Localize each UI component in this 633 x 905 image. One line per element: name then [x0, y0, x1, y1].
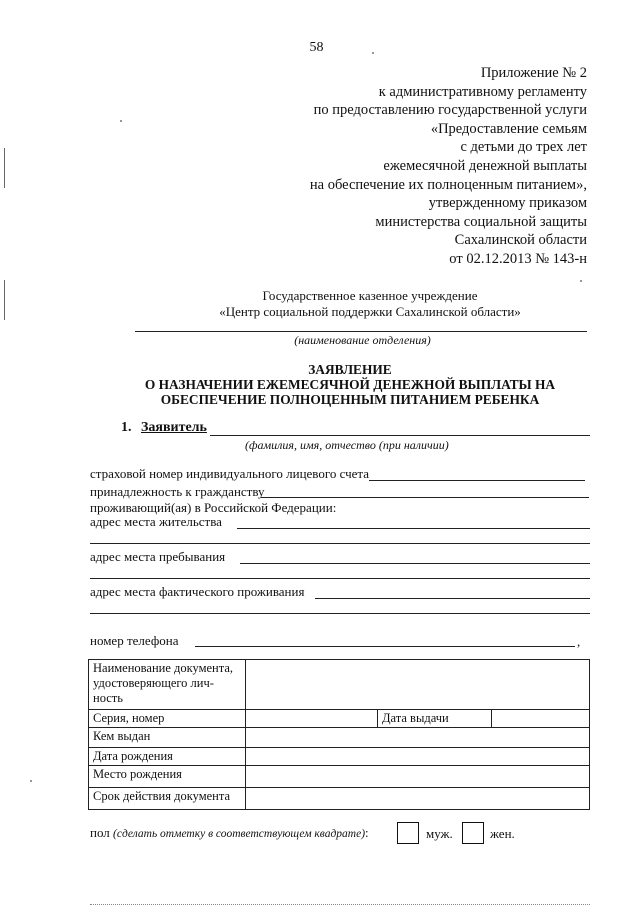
- appendix-line: министерства социальной защиты: [375, 213, 587, 230]
- birth-date-cell[interactable]: [246, 748, 590, 766]
- female-checkbox[interactable]: [462, 822, 484, 844]
- section-number: 1.: [121, 420, 132, 435]
- page-number: 58: [309, 40, 324, 55]
- citizenship-label: принадлежность к гражданству: [90, 484, 265, 499]
- institution-block: [120, 288, 620, 320]
- identity-document-table: [88, 659, 590, 810]
- appendix-line: от 02.12.2013 № 143-н: [449, 250, 587, 267]
- applicant-name-hint: (фамилия, имя, отчество (при наличии): [245, 438, 449, 452]
- table-row: [89, 788, 590, 810]
- residence-address-label: адрес места жительства: [90, 514, 222, 529]
- department-hint: (наименование отделения): [294, 333, 431, 347]
- title-line2: О НАЗНАЧЕНИИ ЕЖЕМЕСЯЧНОЙ ДЕНЕЖНОЙ ВЫПЛАТЫ НА: [144, 377, 556, 392]
- form-title: [100, 362, 600, 407]
- snils-label: страховой номер индивидуального лицевого счета: [90, 466, 370, 481]
- appendix-line: по предоставлению государственной услуги: [313, 102, 587, 119]
- title-line3: ОБЕСПЕЧЕНИЕ ПОЛНОЦЕННЫМ ПИТАНИЕМ РЕБЕНКА: [160, 392, 540, 407]
- table-row: [89, 728, 590, 748]
- stay-address-line[interactable]: [240, 563, 590, 564]
- snils-input-line[interactable]: [369, 480, 585, 481]
- table-row: [89, 748, 590, 766]
- gender-colon: :: [365, 825, 369, 840]
- scan-speck: [30, 780, 32, 782]
- doc-name-label: Наименование документа, удостоверяющего лич-ность: [89, 660, 246, 710]
- male-label: муж.: [426, 826, 453, 841]
- table-row: [89, 660, 590, 710]
- gender-label: пол: [90, 825, 110, 840]
- appendix-line: с детьми до трех лет: [460, 139, 587, 156]
- phone-label: номер телефона: [90, 633, 179, 648]
- issue-date-cell[interactable]: [492, 710, 590, 728]
- issued-by-cell[interactable]: [246, 728, 590, 748]
- appendix-header: [310, 64, 587, 269]
- applicant-name-line[interactable]: [210, 435, 590, 436]
- department-line[interactable]: [135, 331, 587, 332]
- gender-row: [90, 825, 369, 841]
- female-label: жен.: [490, 826, 515, 841]
- series-number-label: Серия, номер: [89, 710, 246, 728]
- validity-label: Срок действия документа: [89, 788, 246, 810]
- scan-speck: [372, 52, 374, 54]
- phone-line-end: ,: [577, 634, 581, 649]
- gender-hint: (сделать отметку в соответствующем квадрате): [113, 828, 366, 840]
- issue-date-label: Дата выдачи: [378, 710, 492, 728]
- issued-by-label: Кем выдан: [89, 728, 246, 748]
- appendix-line: Сахалинской области: [454, 232, 587, 249]
- series-number-cell[interactable]: [246, 710, 378, 728]
- title-line1: ЗАЯВЛЕНИЕ: [308, 362, 392, 377]
- actual-address-line[interactable]: [315, 598, 590, 599]
- appendix-line: «Предоставление семьям: [430, 120, 587, 137]
- birth-date-label: Дата рождения: [89, 748, 246, 766]
- birth-place-cell[interactable]: [246, 766, 590, 788]
- birth-place-label: Место рождения: [89, 766, 246, 788]
- institution-line1: Государственное казенное учреждение: [262, 288, 478, 303]
- male-checkbox[interactable]: [397, 822, 419, 844]
- section-applicant-heading: [121, 420, 207, 436]
- doc-name-cell[interactable]: [246, 660, 590, 710]
- actual-address-label: адрес места фактического проживания: [90, 584, 305, 599]
- table-row: [89, 710, 590, 728]
- actual-address-line-2[interactable]: [90, 613, 590, 614]
- appendix-line: утвержденному приказом: [428, 195, 587, 212]
- appendix-line: на обеспечение их полноценным питанием»,: [309, 176, 587, 193]
- table-row: [89, 766, 590, 788]
- residence-address-line[interactable]: [237, 528, 590, 529]
- scan-speck: [580, 280, 582, 282]
- validity-cell[interactable]: [246, 788, 590, 810]
- stay-address-line-2[interactable]: [90, 578, 590, 579]
- appendix-line: Приложение № 2: [480, 65, 587, 81]
- citizenship-input-line[interactable]: [261, 497, 589, 498]
- left-margin-mark: [4, 148, 5, 188]
- institution-line2: «Центр социальной поддержки Сахалинской области»: [219, 304, 521, 319]
- phone-input-line[interactable]: [195, 646, 575, 647]
- left-margin-mark: [4, 280, 5, 320]
- appendix-line: к административному регламенту: [378, 83, 587, 100]
- appendix-line: ежемесячной денежной выплаты: [383, 157, 587, 174]
- stay-address-label: адрес места пребывания: [90, 549, 226, 564]
- section-label: Заявитель: [141, 420, 207, 435]
- residence-address-line-2[interactable]: [90, 543, 590, 544]
- residing-label: проживающий(ая) в Российской Федерации:: [90, 500, 337, 515]
- scan-speck: [120, 120, 122, 122]
